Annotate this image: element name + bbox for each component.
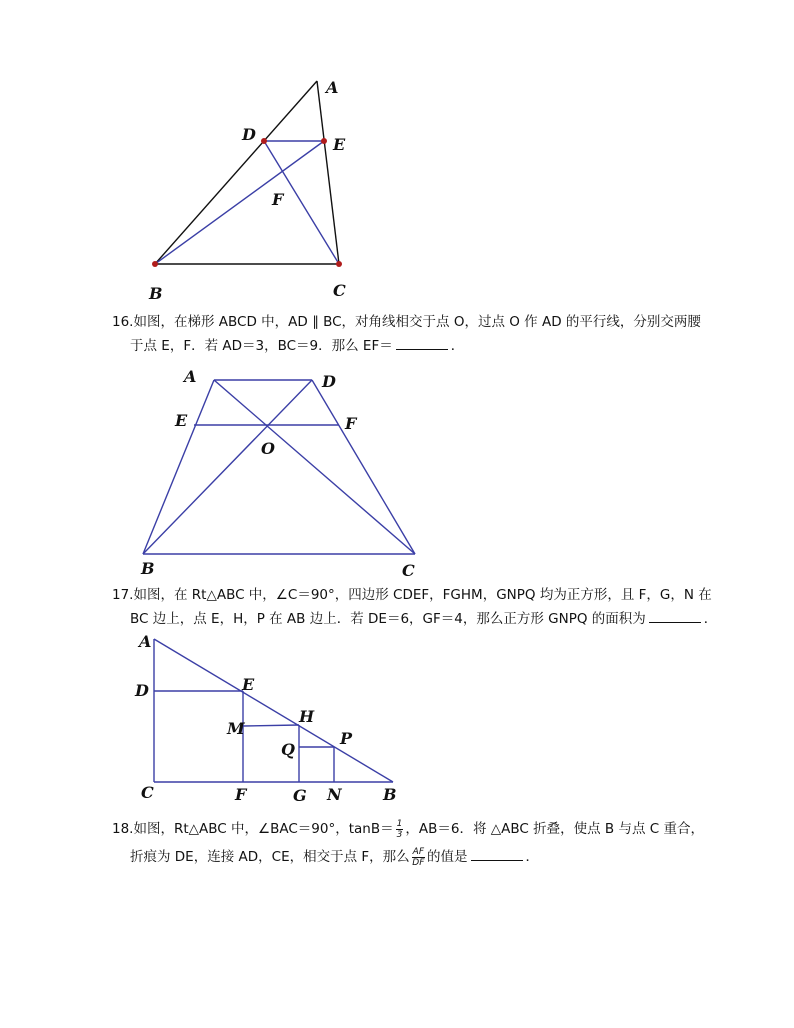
label-f: F [235, 785, 247, 804]
question-18-number: 18. [112, 821, 134, 837]
segment-dc [312, 380, 415, 554]
question-17 [112, 583, 717, 631]
point-c [336, 261, 342, 267]
label-q: Q [281, 740, 295, 759]
question-17-number: 17. [112, 587, 134, 603]
segment-be [155, 141, 324, 264]
tan-b-fraction [396, 819, 404, 840]
question-16 [112, 310, 701, 358]
ratio-denominator: DF [412, 857, 425, 868]
question-18 [112, 815, 704, 871]
diagonal-bd [143, 380, 312, 554]
label-f: F [345, 414, 357, 433]
label-m: M [227, 719, 245, 738]
figure-16-lines [143, 380, 415, 554]
figure-17-squares [130, 632, 410, 807]
question-17-text-2: BC 边上，点 E，H，P 在 AB 边上．若 DE＝6，GF＝4，那么正方形 GNPQ 的面积为 [130, 611, 646, 627]
segment-ab [154, 639, 393, 782]
answer-blank-18[interactable] [471, 846, 523, 861]
segment-ab [155, 81, 317, 264]
question-16-text-2: 于点 E，F．若 AD＝3，BC＝9．那么 EF＝ [130, 338, 393, 354]
figure-15-triangle [140, 70, 370, 305]
label-d: D [322, 372, 336, 391]
label-e: E [175, 411, 188, 430]
label-h: H [299, 707, 315, 726]
segment-mh [243, 725, 299, 726]
question-18-text-4: 的值是 [427, 849, 468, 865]
label-c: C [333, 281, 346, 300]
segment-ab [143, 380, 214, 554]
answer-blank-16[interactable] [396, 335, 448, 350]
question-18-line-2 [112, 843, 704, 871]
label-n: N [327, 785, 342, 804]
question-16-text-1: 如图，在梯形 ABCD 中，AD ∥ BC，对角线相交于点 O，过点 O 作 AD 的平行线，分别交两腰 [133, 314, 701, 330]
label-a: A [139, 632, 152, 651]
label-o: O [261, 439, 275, 458]
label-a: A [184, 367, 197, 386]
label-f: F [272, 190, 284, 209]
segment-ac [317, 81, 339, 264]
label-b: B [149, 284, 163, 303]
label-b: B [141, 559, 155, 578]
question-18-text-5: ． [525, 849, 539, 865]
label-e: E [242, 675, 255, 694]
label-e: E [333, 135, 346, 154]
point-b [152, 261, 158, 267]
question-16-line-2 [112, 334, 701, 358]
question-17-text-3: ． [703, 611, 718, 627]
point-e [321, 138, 327, 144]
question-17-line-1 [112, 583, 717, 607]
label-c: C [402, 561, 415, 580]
figure-17-lines [154, 639, 393, 782]
question-16-line-1 [112, 310, 701, 334]
label-b: B [383, 785, 397, 804]
question-16-number: 16. [112, 314, 134, 330]
ratio-numerator: AF [412, 846, 424, 857]
figure-16-trapezoid [130, 365, 430, 580]
ratio-fraction [412, 847, 425, 868]
question-17-line-2 [112, 607, 717, 631]
label-p: P [340, 729, 353, 748]
label-c: C [141, 783, 154, 802]
point-d [261, 138, 267, 144]
tan-b-denominator: 3 [396, 829, 403, 840]
question-16-text-3: ． [450, 338, 465, 354]
question-18-line-1 [112, 815, 704, 843]
label-d: D [135, 681, 149, 700]
question-18-text-3: 折痕为 DE，连接 AD，CE，相交于点 F，那么 [130, 849, 410, 865]
figure-15-lines [155, 81, 339, 264]
answer-blank-17[interactable] [649, 608, 701, 623]
label-d: D [242, 125, 256, 144]
question-18-text-1: 如图，Rt△ABC 中，∠BAC＝90°，tanB＝ [133, 821, 394, 837]
question-18-text-2: ，AB＝6．将 △ABC 折叠，使点 B 与点 C 重合， [405, 821, 704, 837]
diagonal-ac [214, 380, 415, 554]
tan-b-numerator: 1 [396, 818, 403, 829]
label-g: G [293, 786, 307, 805]
label-a: A [326, 78, 339, 97]
question-17-text-1: 如图，在 Rt△ABC 中，∠C＝90°，四边形 CDEF，FGHM，GNPQ 均为正方形，且 F，G，N 在 [133, 587, 712, 603]
